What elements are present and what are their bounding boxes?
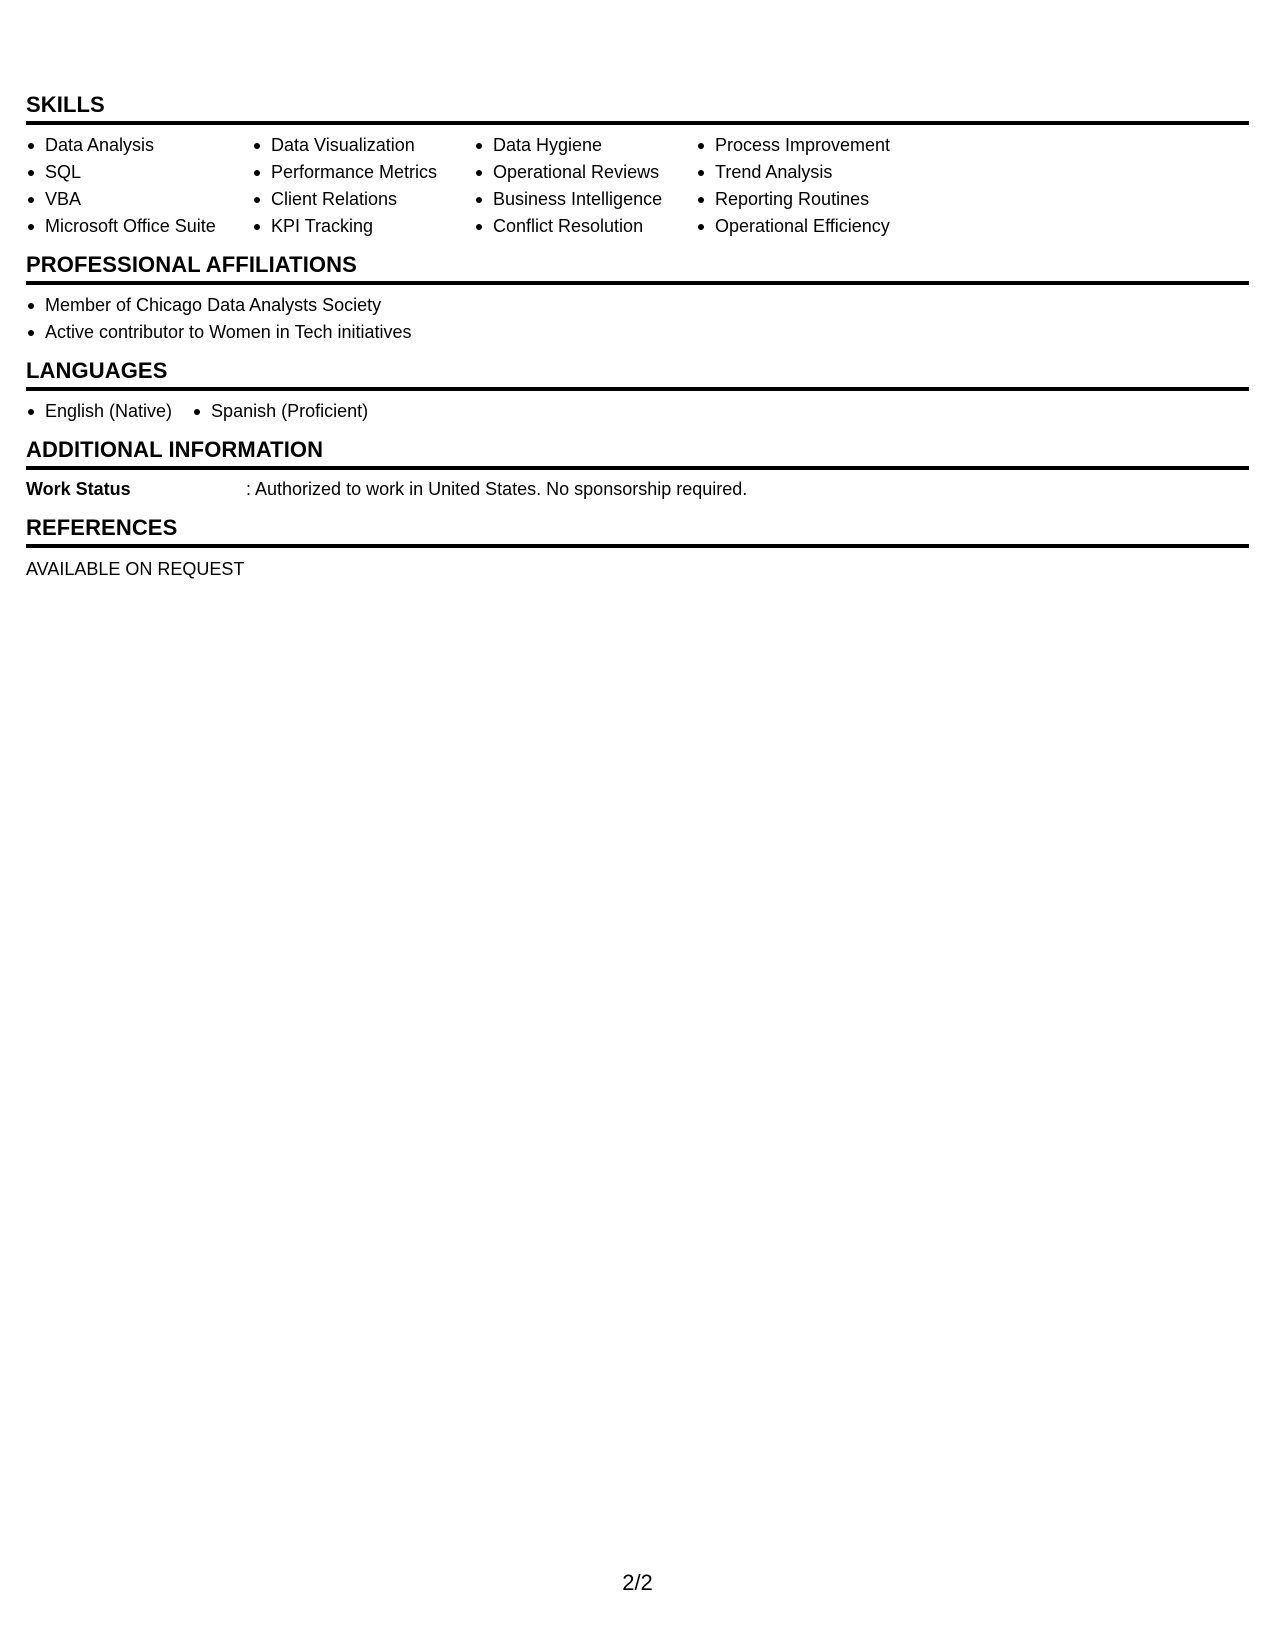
skills-column-4 [696,132,956,240]
skill-item: Conflict Resolution [474,213,696,240]
skill-item: VBA [26,186,252,213]
skill-item: Performance Metrics [252,159,474,186]
skill-item: KPI Tracking [252,213,474,240]
work-status-label: Work Status [26,479,131,499]
skill-item: Business Intelligence [474,186,696,213]
skills-column-1 [26,132,252,240]
skill-item: Operational Efficiency [696,213,956,240]
section-title-languages: LANGUAGES [26,358,1249,391]
skill-item: Data Hygiene [474,132,696,159]
section-title-additional-info: ADDITIONAL INFORMATION [26,437,1249,470]
section-title-affiliations: PROFESSIONAL AFFILIATIONS [26,252,1249,285]
skill-item: Client Relations [252,186,474,213]
affiliations-section [26,252,1249,346]
language-item: English (Native) [26,398,172,425]
skill-item: Operational Reviews [474,159,696,186]
skills-grid [26,132,1249,240]
skill-item: Microsoft Office Suite [26,213,252,240]
section-title-skills: SKILLS [26,92,1249,125]
additional-info-section [26,437,1249,503]
skill-item: Reporting Routines [696,186,956,213]
page-number: 2/2 [622,1570,653,1595]
language-item: Spanish (Proficient) [192,398,368,425]
affiliations-list [26,292,1249,346]
skills-section [26,92,1249,240]
skill-item: SQL [26,159,252,186]
skill-item: Data Analysis [26,132,252,159]
skill-item: Trend Analysis [696,159,956,186]
resume-page [26,92,1249,595]
references-text: AVAILABLE ON REQUEST [26,559,245,579]
references-section [26,515,1249,583]
skills-column-3 [474,132,696,240]
work-status-value: : Authorized to work in United States. No sponsorship required. [246,479,748,499]
skill-item: Process Improvement [696,132,956,159]
skills-column-2 [252,132,474,240]
languages-section [26,358,1249,425]
section-title-references: REFERENCES [26,515,1249,548]
skill-item: Data Visualization [252,132,474,159]
affiliation-item: Active contributor to Women in Tech initiatives [26,319,1249,346]
affiliation-item: Member of Chicago Data Analysts Society [26,292,1249,319]
languages-list [26,398,1249,425]
work-status-row [26,476,1249,503]
